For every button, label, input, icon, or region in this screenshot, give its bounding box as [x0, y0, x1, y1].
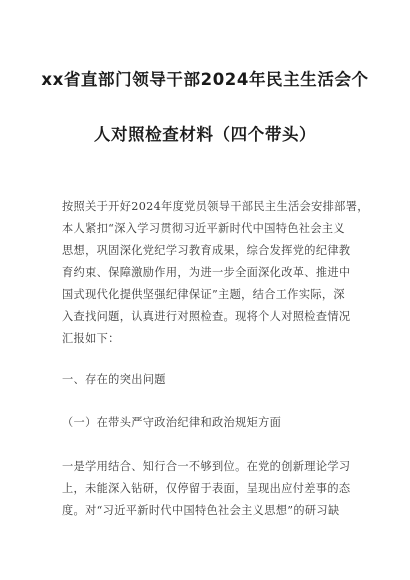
paragraph-line: 度。对“习近平新时代中国特色社会主义思想”的研习缺	[62, 504, 340, 517]
intro-line: 入查找问题，认真进行对照检查。现将个人对照检查情况	[62, 310, 351, 323]
intro-line: 思想，巩固深化党纪学习教育成果，综合发挥党的纪律教	[62, 244, 351, 257]
paragraph-line: 一是学用结合、知行合一不够到位。在党的创新理论学习	[62, 460, 351, 473]
document-title-line-2: 人对照检查材料（四个带头）	[93, 125, 317, 144]
intro-line: 国式现代化提供坚强纪律保证”主题，结合工作实际，深	[62, 288, 345, 301]
paragraph-line: 上，未能深入钻研，仅停留于表面，呈现出应付差事的态	[62, 482, 351, 495]
subsection-1-heading: （一）在带头严守政治纪律和政治规矩方面	[62, 416, 282, 429]
intro-line: 本人紧扣“深入学习贯彻习近平新时代中国特色社会主义	[62, 222, 345, 235]
section-1-heading: 一、存在的突出问题	[62, 373, 166, 386]
intro-line: 汇报如下：	[62, 332, 120, 345]
intro-line: 育约束、保障激励作用，为进一步全面深化改革、推进中	[62, 266, 351, 279]
document-title-line-1: xx省直部门领导干部2024年民主生活会个	[41, 70, 369, 89]
intro-line: 按照关于开好2024年度党员领导干部民主生活会安排部署，	[62, 200, 369, 213]
